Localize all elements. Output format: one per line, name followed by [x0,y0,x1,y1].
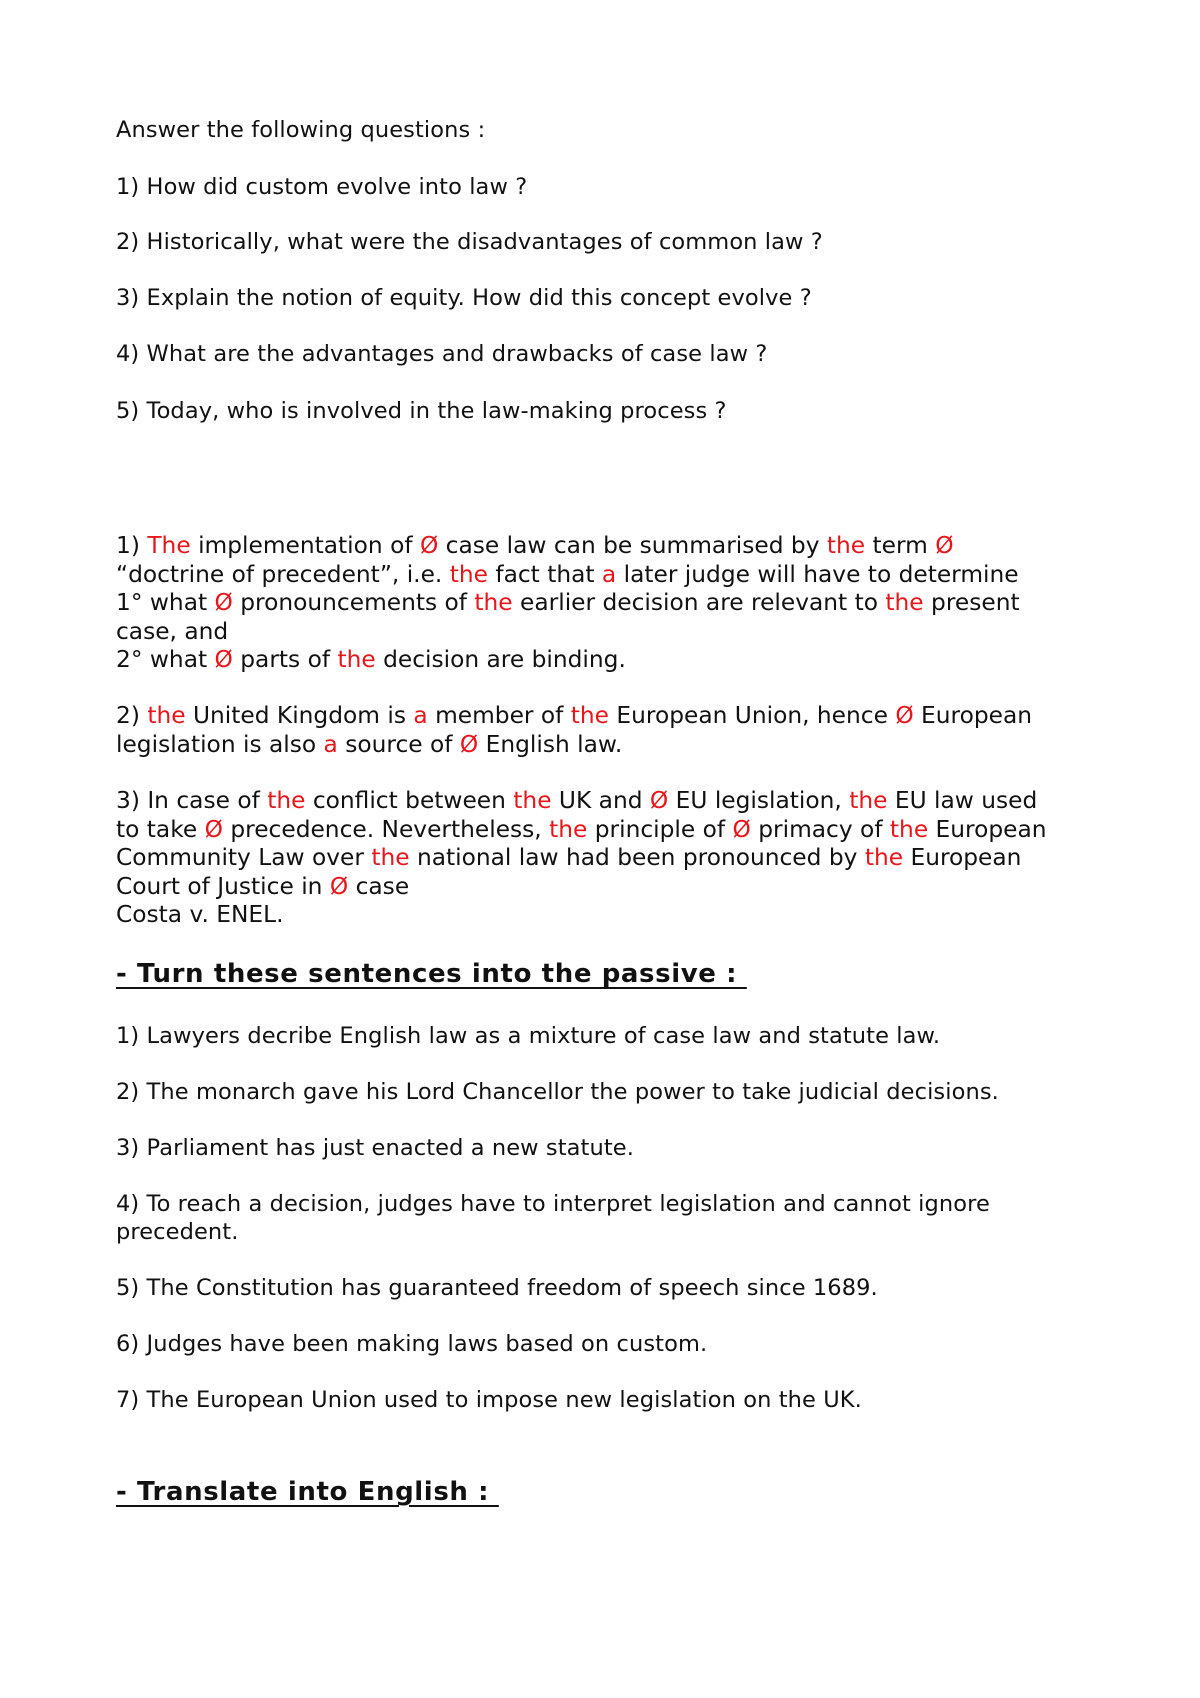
highlighted-article: the [147,702,186,729]
passive-sentence-3: 3) Parliament has just enacted a new statute. [116,1135,634,1161]
line-text: parts of [232,646,338,673]
articles-paragraph-1 [116,532,1116,675]
highlighted-article: the [474,589,513,616]
highlighted-article: Ø [459,730,479,758]
highlighted-article: Ø [419,532,439,559]
line-text: term [865,532,936,559]
passive-sentence-4: 4) To reach a decision, judges have to interpret legislation and cannot ignore [116,1191,990,1217]
line-text: national law had been pronounced by [409,844,865,871]
line-text: present [923,589,1020,616]
highlighted-article: the [371,844,410,871]
paragraph-line [116,702,1116,731]
line-text: 1) [116,532,148,559]
paragraph-line [116,816,1116,845]
question-4: 4) What are the advantages and drawbacks of case law ? [116,341,768,367]
question-1: 1) How did custom evolve into law ? [116,174,528,200]
line-text: EU legislation, [668,787,850,814]
line-text: to take [116,815,205,843]
highlighted-article: a [413,702,428,729]
paragraph-line [116,532,1116,561]
highlighted-article: the [885,589,924,616]
passive-sentence-7: 7) The European Union used to impose new legislation on the UK. [116,1387,862,1413]
passive-sentence-6: 6) Judges have been making laws based on custom. [116,1331,708,1357]
line-text: conflict between [305,787,514,814]
question-5: 5) Today, who is involved in the law-making process ? [116,398,727,424]
paragraph-line [116,731,1116,760]
highlighted-article: Ø [732,815,751,843]
line-text: European [928,815,1047,843]
line-text: implementation of [190,532,420,559]
line-text: EU law used [887,787,1038,814]
paragraph-line [116,618,1116,647]
paragraph-line [116,901,1116,930]
line-text: earlier decision are relevant to [512,589,886,616]
highlighted-article: Ø [214,589,233,616]
line-text: Court of Justice in [116,872,330,900]
line-text: later judge will have to determine [616,560,1019,588]
highlighted-article: a [323,730,338,758]
paragraph-line [116,561,1116,590]
highlighted-article: the [864,844,904,871]
paragraph-line [116,646,1116,675]
paragraph-line [116,873,1116,902]
highlighted-article: the [826,532,866,559]
line-text: source of [337,730,460,758]
highlighted-article: the [889,815,929,843]
paragraph-line [116,844,1116,873]
highlighted-article: a [601,560,617,588]
line-text: European Union, hence [609,702,896,729]
highlighted-article: Ø [204,815,223,843]
line-text: case, and [116,617,229,645]
line-text: European [903,844,1022,871]
line-text: decision are binding. [375,646,626,673]
question-2: 2) Historically, what were the disadvantages of common law ? [116,229,823,255]
question-3: 3) Explain the notion of equity. How did this concept evolve ? [116,285,812,311]
highlighted-article: Ø [649,787,669,814]
highlighted-article: The [147,532,191,559]
line-text: Community Law over [116,844,372,871]
line-text: English law. [478,730,623,758]
passive-sentence-2: 2) The monarch gave his Lord Chancellor the power to take judicial decisions. [116,1079,999,1105]
passive-heading: - Turn these sentences into the passive : [116,959,747,989]
highlighted-article: Ø [329,872,349,900]
line-text: UK and [551,787,650,814]
line-text: legislation is also [116,730,324,758]
line-text: case law can be summarised by [438,532,827,559]
line-text: fact that [487,560,602,588]
highlighted-article: Ø [895,702,914,729]
line-text: pronouncements of [232,589,475,616]
line-text: 3) In case of [116,787,268,814]
paragraph-line [116,787,1116,816]
translate-heading: - Translate into English : [116,1477,499,1507]
line-text: United Kingdom is [185,702,414,729]
highlighted-article: the [849,787,888,814]
articles-paragraph-3 [116,787,1116,930]
line-text: 2° what [116,646,215,673]
highlighted-article: the [570,702,609,729]
passive-sentence-1: 1) Lawyers decribe English law as a mixture of case law and statute law. [116,1023,941,1049]
paragraph-line [116,589,1116,618]
line-text: 2) [116,702,148,729]
line-text: “doctrine of precedent”, i.e. [116,560,450,588]
highlighted-article: the [549,815,588,843]
line-text: precedence. Nevertheless, [222,815,550,843]
line-text: 1° what [116,589,215,616]
highlighted-article: the [449,560,488,588]
intro-text: Answer the following questions : [116,117,486,143]
highlighted-article: the [267,787,306,814]
passive-sentence-4-continued: precedent. [116,1219,239,1245]
articles-paragraph-2 [116,702,1116,759]
highlighted-article: Ø [935,532,954,559]
line-text: primacy of [750,815,890,843]
line-text: case [348,872,410,900]
highlighted-article: the [513,787,552,814]
highlighted-article: Ø [214,646,233,673]
line-text: European [913,702,1033,729]
line-text: member of [427,702,571,729]
line-text: principle of [587,815,733,843]
passive-sentence-5: 5) The Constitution has guaranteed freedom of speech since 1689. [116,1275,878,1301]
line-text: Costa v. ENEL. [116,901,284,928]
highlighted-article: the [337,646,376,673]
